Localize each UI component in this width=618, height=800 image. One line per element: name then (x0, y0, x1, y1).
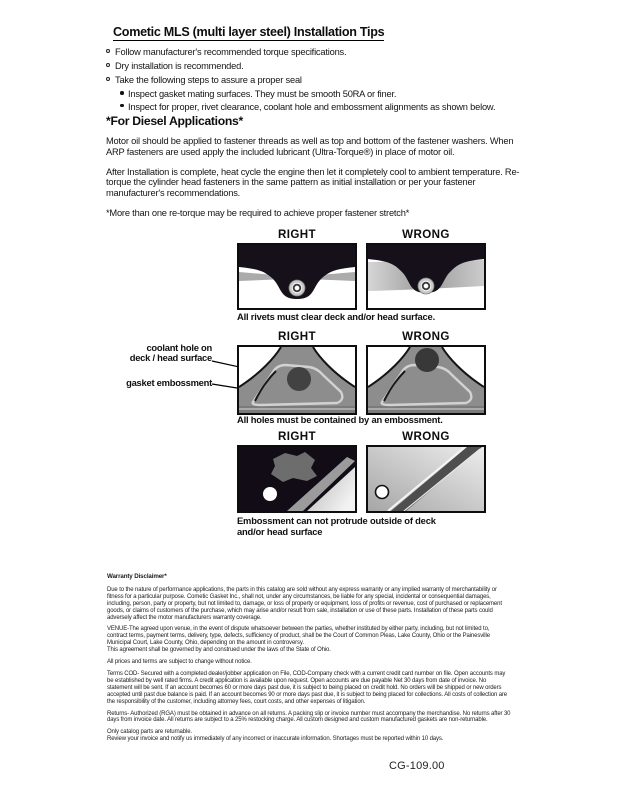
diesel-paragraph: *More than one re-torque may be required to achieve proper fastener stretch* (106, 207, 410, 218)
diesel-paragraph: After Installation is complete, heat cycle the engine then let it completely cool to ambient temperature. Re-torque the cylinder head fasteners in the same pattern as initial installation or per your fastener manufacturer's recommendations. (106, 166, 520, 199)
embossment-right-diagram (237, 345, 357, 415)
disclaimer-heading: Warranty Disclaimer* (107, 573, 167, 580)
protrusion-wrong-illustration (368, 447, 484, 511)
rivet-clearance-right-diagram (237, 243, 357, 310)
right-label: RIGHT (277, 430, 317, 443)
open-bullet-icon (106, 77, 110, 81)
wrong-label: WRONG (402, 330, 450, 343)
caption-text: and/or head surface (237, 525, 323, 537)
rivet-wrong-illustration (368, 245, 484, 308)
gasket-embossment-callout (96, 378, 212, 388)
tip-text: Inspect for proper, rivet clearance, coolant hole and embossment alignments as shown below. (128, 101, 496, 112)
caption-text: Embossment can not protrude outside of deck (237, 515, 436, 526)
disclaimer-text: Only catalog parts are returnable. (107, 729, 192, 736)
callout-text: deck / head surface (129, 351, 212, 363)
warranty-disclaimer-section (107, 574, 511, 748)
disclaimer-paragraph (107, 626, 511, 654)
installation-tips-section (106, 23, 556, 114)
rivet-right-illustration (239, 245, 355, 308)
diesel-applications-section (106, 114, 532, 228)
disclaimer-paragraph: All prices and terms are subject to change without notice. (107, 659, 252, 666)
right-label: RIGHT (277, 330, 317, 343)
open-bullet-icon (106, 63, 110, 67)
list-item (120, 102, 556, 113)
protrusion-caption (237, 516, 537, 537)
tip-text: Take the following steps to assure a proper seal (115, 75, 302, 85)
open-bullet-icon (106, 49, 110, 53)
embossment-wrong-diagram (366, 345, 486, 415)
embossment-wrong-illustration (368, 347, 484, 413)
wrong-label: WRONG (402, 228, 450, 241)
list-item (106, 75, 556, 86)
embossment-caption: All holes must be contained by an embossment. (237, 414, 443, 425)
tip-text: Follow manufacturer's recommended torque specifications. (115, 47, 347, 57)
solid-bullet-icon (120, 91, 124, 95)
list-item (106, 47, 556, 58)
catalog-page-number: CG-109.00 (389, 760, 445, 772)
embossment-right-illustration (239, 347, 355, 413)
solid-bullet-icon (120, 104, 124, 108)
coolant-hole-callout (96, 343, 212, 362)
disclaimer-text: VENUE-The agreed upon venue, in the event of dispute whatsoever between the parties, whether instituted by either party, including, but not limited to, contract terms, payment terms, delivery, type, defects, sufficiency of product, shall be the Court of Common Pleas, Lake County, Ohio or the Painesville Municipal Court, Lake County, Ohio, depending on the amount in controversy. (107, 626, 490, 647)
disclaimer-text: Review your invoice and notify us immediately of any incorrect or inaccurate information. Shortages must be reported within 10 days. (107, 736, 444, 743)
protrusion-right-illustration (239, 447, 355, 511)
protrusion-right-diagram (237, 445, 357, 513)
tip-text: Inspect gasket mating surfaces. They must be smooth 50RA or finer. (128, 89, 397, 99)
disclaimer-paragraph: Returns- Authorized (RGA) must be obtained in advance on all returns. A packing slip or invoice number must accompany the merchandise. No returns after 30 days from invoice date. All returns are subject to a 25% restocking charge. All custom designed and custom manufactured gaskets are non-returnable. (107, 710, 511, 724)
disclaimer-paragraph (107, 729, 511, 743)
page-title: Cometic MLS (multi layer steel) Installation Tips (113, 25, 385, 39)
right-label: RIGHT (277, 228, 317, 241)
rivet-clearance-wrong-diagram (366, 243, 486, 310)
list-item (120, 89, 556, 100)
wrong-label: WRONG (402, 430, 450, 443)
disclaimer-paragraph: Terms COD- Secured with a completed dealer/jobber application on File, COD-Company check with a current credit card number on file. Open accounts may be established by well rated firms. A credit application is available upon request. Open accounts are due payable Net 30 days from date of invoice. No statement will be sent. If an account becomes 60 or more days past due, it is subject to being placed on credit hold. No orders will be shipped or new orders accepted until past due balance is paid. If an account becomes 90 or more days past due, it is subject to being placed for collections. All costs of collection are the responsibility of the customer, including attorney fees, court costs, and other expenses of litigation. (107, 670, 508, 705)
callout-text: coolant hole on (146, 342, 212, 353)
protrusion-wrong-diagram (366, 445, 486, 513)
tips-sub-bullet-list (106, 89, 556, 112)
list-item (106, 61, 556, 72)
disclaimer-text: This agreement shall be governed by and construed under the laws of the State of Ohio. (107, 647, 331, 654)
tip-text: Dry installation is recommended. (115, 61, 244, 71)
diesel-paragraph: Motor oil should be applied to fastener threads as well as top and bottom of the fastener washers. When ARP fasteners are used apply the included lubricant (Ultra-Torque®) in place of motor oil. (106, 136, 514, 157)
callout-text: gasket embossment (126, 377, 212, 388)
tips-bullet-list (106, 47, 556, 86)
disclaimer-paragraph: Due to the nature of performance applications, the parts in this catalog are sold without any express warranty or any implied warranty of merchantability or fitness for a particular purpose. Cometic Gasket Inc., shall not, under any circumstances, be liable for any special, incidental or consequential damages, including, person, party or property, but not limited to, damage, or loss of property or equipment, loss of profits or revenue, cost of purchased or replacement goods, or claims of customers of the purchase, which may arise and/or result from sale, installation or use of these parts. Installation of these parts could adversely affect the motor manufacturers warranty coverage. (107, 586, 502, 621)
diesel-heading: *For Diesel Applications* (106, 114, 243, 128)
rivet-caption: All rivets must clear deck and/or head surface. (237, 311, 435, 322)
